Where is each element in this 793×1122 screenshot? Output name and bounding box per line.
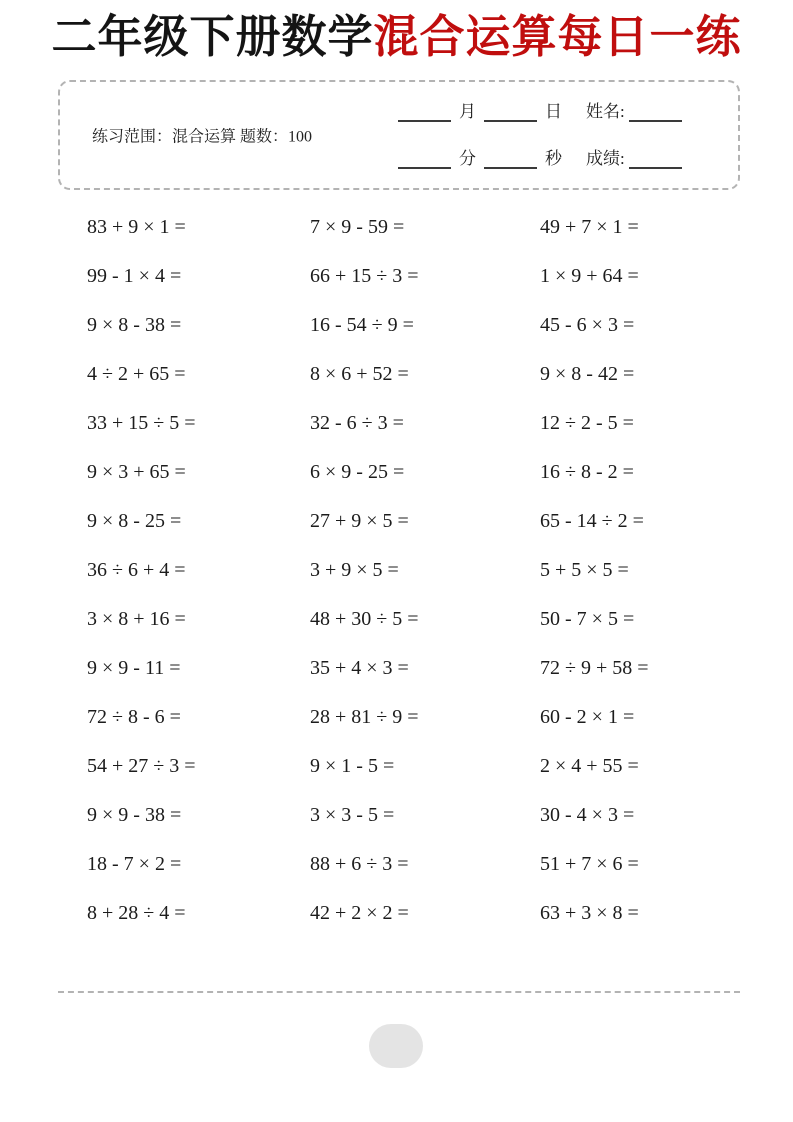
problem-cell: 48 + 30 ÷ 5 = — [310, 608, 419, 630]
problem-cell: 3 + 9 × 5 = — [310, 559, 399, 581]
problem-cell: 33 + 15 ÷ 5 = — [87, 412, 196, 434]
problem-cell: 54 + 27 ÷ 3 = — [87, 755, 196, 777]
problem-cell: 66 + 15 ÷ 3 = — [310, 265, 419, 287]
time-score-line — [398, 148, 712, 170]
problem-cell: 50 - 7 × 5 = — [540, 608, 635, 630]
title-black-part: 二年级下册数学 — [51, 11, 374, 62]
day-blank — [484, 101, 537, 123]
day-label: 日 — [545, 102, 562, 122]
problem-cell: 65 - 14 ÷ 2 = — [540, 510, 644, 532]
problem-cell: 16 - 54 ÷ 9 = — [310, 314, 414, 336]
problem-cell: 12 ÷ 2 - 5 = — [540, 412, 634, 434]
problem-cell: 30 - 4 × 3 = — [540, 804, 635, 826]
page-title — [0, 10, 793, 64]
problem-cell: 9 × 9 - 38 = — [87, 804, 182, 826]
problem-cell: 4 ÷ 2 + 65 = — [87, 363, 186, 385]
problem-cell: 2 × 4 + 55 = — [540, 755, 639, 777]
problem-cell: 8 + 28 ÷ 4 = — [87, 902, 186, 924]
problem-cell: 9 × 9 - 11 = — [87, 657, 181, 679]
grey-blob — [369, 1024, 423, 1068]
problem-cell: 36 ÷ 6 + 4 = — [87, 559, 186, 581]
bottom-dashed-divider — [58, 991, 740, 993]
problem-cell: 35 + 4 × 3 = — [310, 657, 409, 679]
problem-cell: 27 + 9 × 5 = — [310, 510, 409, 532]
problem-cell: 83 + 9 × 1 = — [87, 216, 186, 238]
problem-cell: 99 - 1 × 4 = — [87, 265, 182, 287]
month-blank — [398, 101, 451, 123]
problem-cell: 9 × 3 + 65 = — [87, 461, 186, 483]
score-label: 成绩: — [586, 149, 625, 169]
problem-cell: 8 × 6 + 52 = — [310, 363, 409, 385]
score-blank — [629, 148, 682, 170]
date-name-line — [398, 101, 712, 123]
problem-cell: 49 + 7 × 1 = — [540, 216, 639, 238]
problem-cell: 42 + 2 × 2 = — [310, 902, 409, 924]
problem-cell: 9 × 1 - 5 = — [310, 755, 395, 777]
problem-cell: 9 × 8 - 38 = — [87, 314, 182, 336]
problem-cell: 51 + 7 × 6 = — [540, 853, 639, 875]
month-label: 月 — [459, 102, 476, 122]
problem-cell: 3 × 3 - 5 = — [310, 804, 395, 826]
problem-cell: 3 × 8 + 16 = — [87, 608, 186, 630]
problem-cell: 7 × 9 - 59 = — [310, 216, 405, 238]
problem-cell: 6 × 9 - 25 = — [310, 461, 405, 483]
problems-grid — [87, 203, 743, 938]
problem-cell: 32 - 6 ÷ 3 = — [310, 412, 404, 434]
second-label: 秒 — [545, 149, 562, 169]
problem-cell: 88 + 6 ÷ 3 = — [310, 853, 409, 875]
problem-cell: 1 × 9 + 64 = — [540, 265, 639, 287]
problem-cell: 5 + 5 × 5 = — [540, 559, 629, 581]
problem-cell: 45 - 6 × 3 = — [540, 314, 635, 336]
problem-cell: 63 + 3 × 8 = — [540, 902, 639, 924]
problem-cell: 72 ÷ 8 - 6 = — [87, 706, 181, 728]
fill-in-area — [398, 88, 712, 182]
minute-blank — [398, 148, 451, 170]
second-blank — [484, 148, 537, 170]
minute-label: 分 — [459, 149, 476, 169]
problem-cell: 72 ÷ 9 + 58 = — [540, 657, 649, 679]
problem-cell: 9 × 8 - 42 = — [540, 363, 635, 385]
name-blank — [629, 101, 682, 123]
title-red-part: 混合运算每日一练 — [373, 11, 742, 62]
name-label: 姓名: — [586, 102, 625, 122]
problem-cell: 60 - 2 × 1 = — [540, 706, 635, 728]
practice-scope-label: 练习范围：混合运算 题数：100 — [92, 128, 313, 146]
problem-cell: 16 ÷ 8 - 2 = — [540, 461, 634, 483]
problem-cell: 28 + 81 ÷ 9 = — [310, 706, 419, 728]
problem-cell: 9 × 8 - 25 = — [87, 510, 182, 532]
problem-cell: 18 - 7 × 2 = — [87, 853, 182, 875]
info-box — [58, 80, 740, 190]
